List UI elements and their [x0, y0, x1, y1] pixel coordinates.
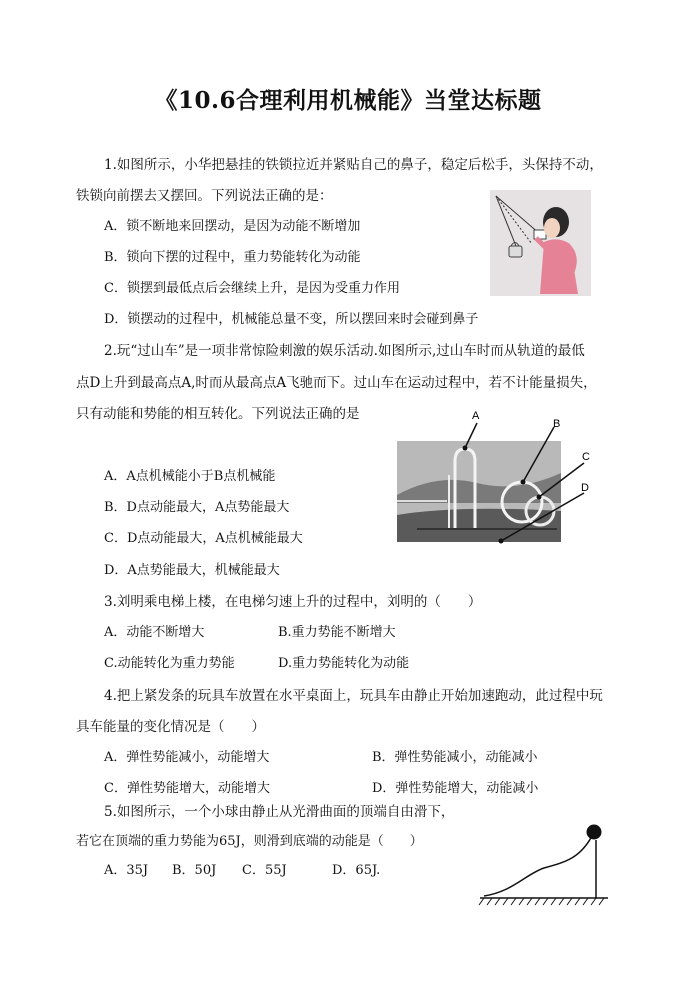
q3-stem: 3.刘明乘电梯上楼，在电梯匀速上升的过程中，刘明的（ ） — [104, 594, 482, 610]
q1-stem-line-1: 1.如图所示，小华把悬挂的铁锁拉近并紧贴自己的鼻子，稳定后松手，头保持不动， — [104, 157, 603, 173]
ball-on-slope-figure — [476, 818, 612, 906]
q2-option-b: B．D点动能最大，A点势能最大 — [104, 500, 290, 515]
q2-option-d: D．A点势能最大，机械能最大 — [104, 563, 280, 578]
q3-option-a: A．动能不断增大 — [104, 625, 205, 640]
q3-option-c: C.动能转化为重力势能 — [104, 656, 235, 671]
q1-option-c: C．锁摆到最低点后会继续上升，是因为受重力作用 — [104, 281, 400, 296]
q1-stem-line-2: 铁锁向前摆去又摆回。下列说法正确的是： — [76, 188, 333, 204]
q4-option-d: D．弹性势能增大，动能减小 — [372, 781, 539, 796]
figure-label-c: C — [582, 451, 590, 463]
q4-option-c: C．弹性势能增大，动能增大 — [104, 781, 270, 796]
q5-stem-line-2: 若它在顶端的重力势能为65J，则滑到底端的动能是（ ） — [76, 834, 423, 849]
q2-stem-line-3: 只有动能和势能的相互转化。下列说法正确的是 — [76, 406, 360, 422]
q2-stem-line-1: 2.玩“过山车”是一项非常惊险刺激的娱乐活动.如图所示,过山车时而从轨道的最低 — [104, 343, 585, 359]
q5-stem-line-1: 5.如图所示，一个小球由静止从光滑曲面的顶端自由滑下， — [104, 804, 455, 820]
q1-option-d: D．锁摆动的过程中，机械能总量不变，所以摆回来时会碰到鼻子 — [104, 312, 479, 327]
q5-option-b: B．50J — [172, 863, 217, 878]
roller-coaster-figure — [397, 405, 603, 545]
page-title: 《10.6合理利用机械能》当堂达标题 — [154, 87, 542, 114]
figure-label-d: D — [581, 482, 589, 494]
figure-label-a: A — [472, 410, 480, 422]
q5-option-c: C．55J — [242, 863, 287, 878]
q2-option-a: A．A点机械能小于B点机械能 — [104, 469, 276, 484]
q3-option-d: D.重力势能转化为动能 — [278, 656, 410, 671]
swinging-lock-figure — [490, 190, 591, 296]
q5-option-a: A．35J — [104, 863, 149, 878]
q1-option-b: B．锁向下摆的过程中，重力势能转化为动能 — [104, 250, 361, 265]
figure-label-b: B — [553, 418, 561, 430]
q2-option-c: C．D点动能最大，A点机械能最大 — [104, 531, 303, 546]
q1-option-a: A．锁不断地来回摆动，是因为动能不断增加 — [104, 219, 361, 234]
q5-option-d: D．65J. — [332, 863, 381, 878]
q2-stem-line-2: 点D上升到最高点A,时而从最高点A飞驰而下。过山车在运动过程中，若不计能量损失， — [76, 375, 597, 391]
q4-option-a: A．弹性势能减小，动能增大 — [104, 750, 270, 765]
q4-option-b: B．弹性势能减小，动能减小 — [372, 750, 538, 765]
q4-stem-line-2: 具车能量的变化情况是（ ） — [76, 719, 265, 735]
q4-stem-line-1: 4.把上紧发条的玩具车放置在水平桌面上，玩具车由静止开始加速跑动，此过程中玩 — [104, 688, 603, 704]
q3-option-b: B.重力势能不断增大 — [278, 625, 396, 640]
